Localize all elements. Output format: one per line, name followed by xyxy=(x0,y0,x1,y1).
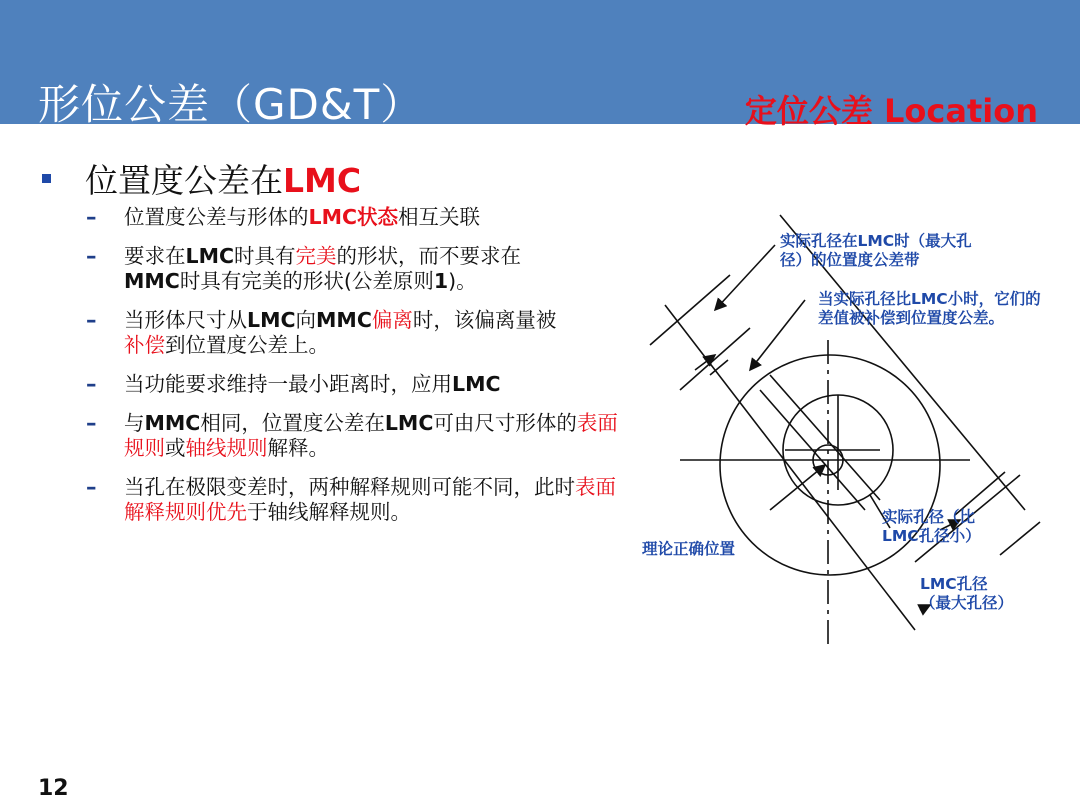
position-tolerance-diagram xyxy=(620,210,1080,660)
dash-bullet-icon: – xyxy=(86,205,97,229)
callout-lmc-zone: 实际孔径在LMC时（最大孔 径）的位置度公差带 xyxy=(780,232,972,269)
sub-bullet-text: 当功能要求维持一最小距离时，应用LMC xyxy=(124,372,501,396)
dash-bullet-icon: – xyxy=(86,372,97,396)
callout-actual-hole: 实际孔径（比 LMC孔径小） xyxy=(882,508,981,545)
sub-bullet-1 xyxy=(86,205,626,230)
sub-bullet-3 xyxy=(86,308,626,358)
main-bullet-text xyxy=(85,155,361,202)
sub-bullet-6 xyxy=(86,475,626,525)
square-bullet-icon xyxy=(42,174,51,183)
sub-bullet-5 xyxy=(86,411,626,461)
sub-bullet-4 xyxy=(86,372,626,397)
main-bullet-prefix: 位置度公差在 xyxy=(85,161,283,200)
sub-bullet-text: 当孔在极限变差时，两种解释规则可能不同，此时表面解释规则优先于轴线解释规则。 xyxy=(124,475,616,524)
sub-bullet-text: 位置度公差与形体的LMC状态相互关联 xyxy=(124,205,481,229)
title-bar xyxy=(0,0,1080,130)
lmc-boundary-line xyxy=(665,305,915,630)
sub-bullet-text: 要求在LMC时具有完美的形状，而不要求在 MMC时具有完美的形状(公差原则1)。 xyxy=(124,244,522,293)
page-number: 12 xyxy=(38,776,69,801)
dash-bullet-icon: – xyxy=(86,308,97,332)
callout-bonus-tolerance: 当实际孔径比LMC小时，它们的 差值被补偿到位置度公差。 xyxy=(818,290,1041,327)
slide-title: 形位公差（GD&T） xyxy=(38,80,424,129)
dash-bullet-icon: – xyxy=(86,244,97,268)
sub-bullet-text: 与MMC相同，位置度公差在LMC可由尺寸形体的表面规则或轴线规则解释。 xyxy=(124,411,618,460)
main-bullet xyxy=(42,155,361,202)
sub-bullet-2 xyxy=(86,244,626,294)
sub-bullet-text: 当形体尺寸从LMC向MMC偏离时，该偏离量被 补偿到位置度公差上。 xyxy=(124,308,557,357)
callout-true-position: 理论正确位置 xyxy=(642,540,736,558)
callout-lmc-hole: LMC孔径 （最大孔径） xyxy=(920,575,1014,612)
slide-subtitle: 定位公差 Location xyxy=(744,92,1038,130)
dash-bullet-icon: – xyxy=(86,475,97,499)
dash-bullet-icon: – xyxy=(86,411,97,435)
main-bullet-highlight: LMC xyxy=(283,161,362,200)
sub-bullet-list xyxy=(86,205,626,539)
